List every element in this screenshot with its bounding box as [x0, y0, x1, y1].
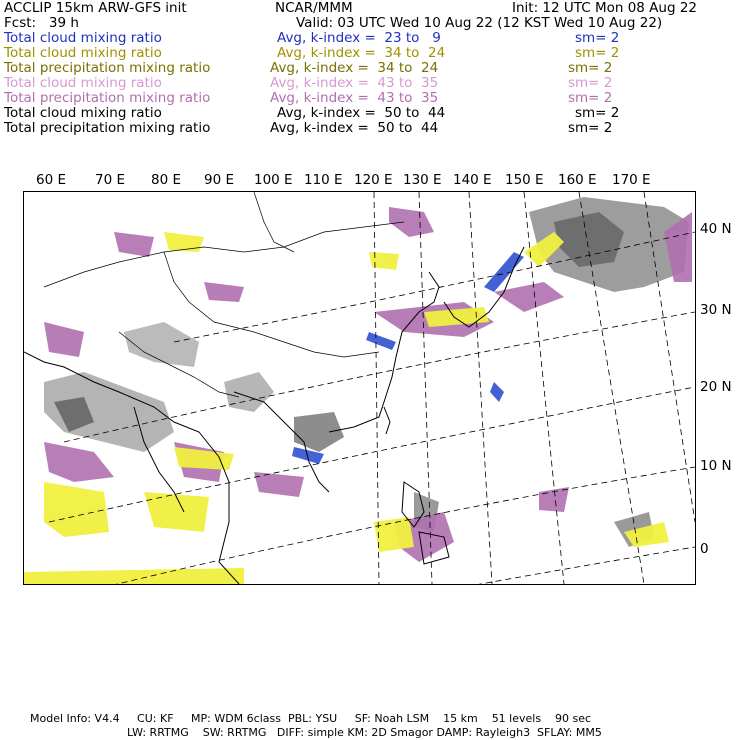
field-name: Total cloud mixing ratio	[4, 75, 162, 91]
lon-label: 130 E	[403, 172, 442, 188]
field-sm: sm= 2	[568, 60, 613, 76]
header-fcst: Fcst: 39 h	[4, 15, 79, 31]
map-canvas	[24, 192, 695, 584]
field-avg: Avg, k-index = 34 to 24	[270, 60, 439, 76]
field-name: Total precipitation mixing ratio	[4, 60, 211, 76]
field-name: Total cloud mixing ratio	[4, 30, 162, 46]
header-init: Init: 12 UTC Mon 08 Aug 22	[512, 0, 697, 16]
field-sm: sm= 2	[575, 45, 620, 61]
lon-label: 90 E	[204, 172, 234, 188]
lon-label: 150 E	[505, 172, 544, 188]
lon-label: 170 E	[612, 172, 651, 188]
header-center-title: NCAR/MMM	[275, 0, 353, 16]
header-left-title: ACCLIP 15km ARW-GFS init	[4, 0, 187, 16]
lat-label: 20 N	[700, 379, 732, 395]
field-sm: sm= 2	[568, 120, 613, 136]
lon-label: 80 E	[151, 172, 181, 188]
lon-label: 110 E	[304, 172, 343, 188]
field-avg: Avg, k-index = 43 to 35	[270, 90, 439, 106]
field-avg: Avg, k-index = 50 to 44	[277, 105, 446, 121]
map-panel	[23, 191, 696, 585]
lon-label: 70 E	[95, 172, 125, 188]
footer-line-1: Model Info: V4.4 CU: KF MP: WDM 6class PBL: YSU SF: Noah LSM 15 km 51 levels 90 sec	[30, 712, 592, 725]
footer-line-2: LW: RRTMG SW: RRTMG DIFF: simple KM: 2D Smagor DAMP: Rayleigh3 SFLAY: MM5	[127, 726, 602, 739]
field-avg: Avg, k-index = 43 to 35	[270, 75, 439, 91]
field-name: Total precipitation mixing ratio	[4, 90, 211, 106]
lat-label: 30 N	[700, 302, 732, 318]
lon-label: 100 E	[254, 172, 293, 188]
field-name: Total cloud mixing ratio	[4, 45, 162, 61]
field-name: Total cloud mixing ratio	[4, 105, 162, 121]
field-name: Total precipitation mixing ratio	[4, 120, 211, 136]
lat-label: 10 N	[700, 458, 732, 474]
field-sm: sm= 2	[575, 30, 620, 46]
lat-label: 40 N	[700, 221, 732, 237]
field-sm: sm= 2	[568, 90, 613, 106]
lon-label: 140 E	[453, 172, 492, 188]
header-valid: Valid: 03 UTC Wed 10 Aug 22 (12 KST Wed 10 Aug 22)	[296, 15, 663, 31]
field-avg: Avg, k-index = 34 to 24	[277, 45, 446, 61]
field-sm: sm= 2	[568, 75, 613, 91]
lon-label: 160 E	[558, 172, 597, 188]
field-avg: Avg, k-index = 23 to 9	[277, 30, 441, 46]
field-avg: Avg, k-index = 50 to 44	[270, 120, 439, 136]
lon-label: 120 E	[354, 172, 393, 188]
lon-label: 60 E	[36, 172, 66, 188]
field-sm: sm= 2	[575, 105, 620, 121]
lat-label: 0	[700, 541, 709, 557]
